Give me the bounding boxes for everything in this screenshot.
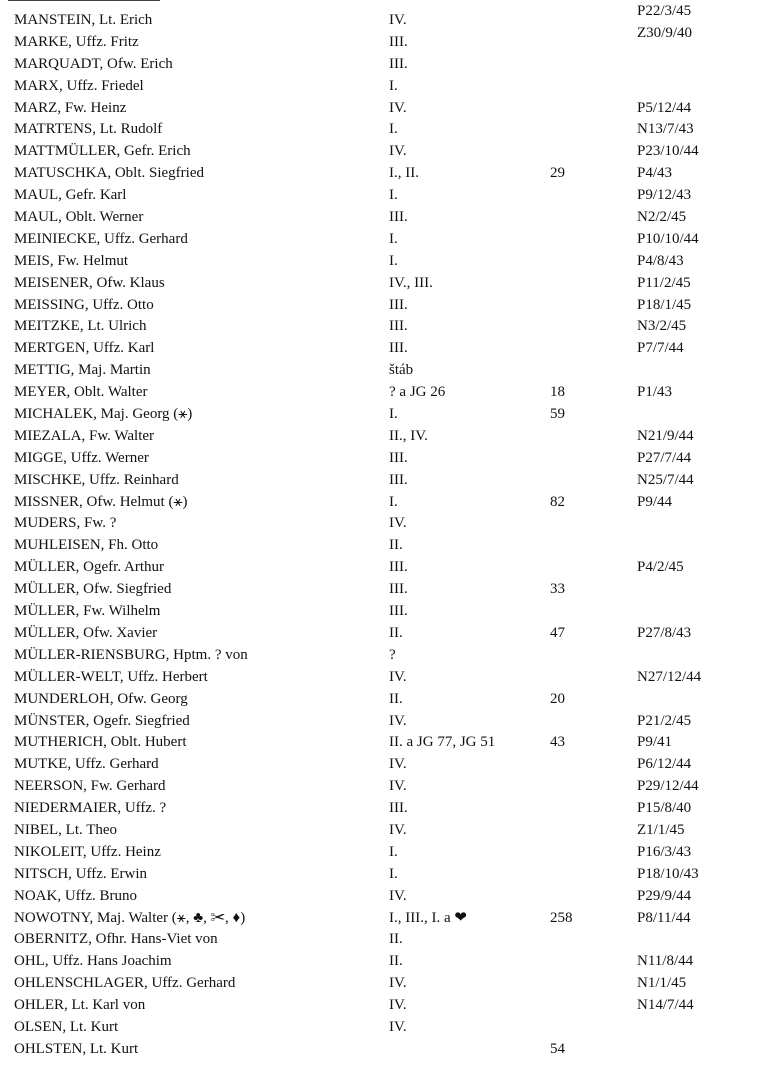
fate-date: N21/9/44 bbox=[637, 427, 694, 444]
pilot-name: MIEZALA, Fw. Walter bbox=[14, 427, 155, 444]
fate-date: P29/12/44 bbox=[637, 778, 699, 795]
pilot-name: NOWOTNY, Maj. Walter (⚹, ♣, ✂, ♦) bbox=[14, 909, 246, 926]
victory-count: 20 bbox=[550, 690, 565, 707]
pilot-name: OHLSTEN, Lt. Kurt bbox=[14, 1040, 139, 1057]
pilot-name: NOAK, Uffz. Bruno bbox=[14, 887, 138, 904]
unit-assignment: IV. bbox=[389, 756, 407, 773]
fate-date: P27/7/44 bbox=[637, 449, 692, 466]
unit-assignment: II. a JG 77, JG 51 bbox=[389, 734, 496, 751]
pilot-name: MÜNSTER, Ogefr. Siegfried bbox=[14, 712, 190, 729]
roster-row bbox=[0, 163, 761, 185]
fate-date: P27/8/43 bbox=[637, 624, 692, 641]
unit-assignment: IV. bbox=[389, 997, 407, 1014]
unit-assignment: IV., III. bbox=[389, 274, 433, 291]
roster-row bbox=[0, 295, 761, 317]
unit-assignment: IV. bbox=[389, 99, 407, 116]
fate-date: P4/43 bbox=[637, 165, 673, 182]
pilot-name: MERTGEN, Uffz. Karl bbox=[14, 340, 155, 357]
fate-date: N1/1/45 bbox=[637, 975, 687, 992]
roster-row bbox=[0, 535, 761, 557]
pilot-name: MUDERS, Fw. ? bbox=[14, 515, 117, 532]
pilot-name: MAUL, Oblt. Werner bbox=[14, 209, 144, 226]
victory-count: 47 bbox=[550, 624, 565, 641]
roster-row bbox=[0, 973, 761, 995]
unit-assignment: IV. bbox=[389, 515, 407, 532]
fate-date: P15/8/40 bbox=[637, 800, 692, 817]
unit-assignment: štáb bbox=[389, 362, 414, 379]
roster-row bbox=[0, 886, 761, 908]
victory-count: 59 bbox=[550, 406, 565, 423]
pilot-name: MÜLLER, Fw. Wilhelm bbox=[14, 603, 161, 620]
roster-row bbox=[0, 382, 761, 404]
unit-assignment: II. bbox=[389, 690, 403, 707]
pilot-name: MÜLLER-WELT, Uffz. Herbert bbox=[14, 668, 208, 685]
roster-row bbox=[0, 601, 761, 623]
pilot-name: MISCHKE, Uffz. Reinhard bbox=[14, 471, 179, 488]
fate-date: P4/2/45 bbox=[637, 559, 684, 576]
fate-date: P21/2/45 bbox=[637, 712, 692, 729]
unit-assignment: I. bbox=[389, 121, 398, 138]
unit-assignment: III. bbox=[389, 559, 408, 576]
roster-row bbox=[0, 98, 761, 120]
roster-row bbox=[0, 338, 761, 360]
pilot-name: MATTMÜLLER, Gefr. Erich bbox=[14, 143, 191, 160]
fate-date: P23/10/44 bbox=[637, 143, 699, 160]
pilot-name: METTIG, Maj. Martin bbox=[14, 362, 151, 379]
unit-assignment: I. bbox=[389, 493, 398, 510]
roster-row bbox=[0, 273, 761, 295]
roster-row bbox=[0, 1039, 761, 1061]
top-rule bbox=[8, 0, 160, 1]
roster-row bbox=[0, 667, 761, 689]
fate-date: N25/7/44 bbox=[637, 471, 694, 488]
roster-row bbox=[0, 776, 761, 798]
pilot-name: MARZ, Fw. Heinz bbox=[14, 99, 127, 116]
pilot-name: MUHLEISEN, Fh. Otto bbox=[14, 537, 159, 554]
pilot-name: MISSNER, Ofw. Helmut (⚹) bbox=[14, 493, 188, 510]
unit-assignment: III. bbox=[389, 603, 408, 620]
pilot-name: MUTKE, Uffz. Gerhard bbox=[14, 756, 159, 773]
fate-date: P9/41 bbox=[637, 734, 673, 751]
unit-assignment: IV. bbox=[389, 887, 407, 904]
roster-row bbox=[0, 842, 761, 864]
unit-assignment: II., IV. bbox=[389, 427, 428, 444]
roster-row bbox=[0, 579, 761, 601]
fate-date: P9/12/43 bbox=[637, 187, 692, 204]
pilot-name: MEISSING, Uffz. Otto bbox=[14, 296, 154, 313]
roster-row bbox=[0, 119, 761, 141]
victory-count: 82 bbox=[550, 493, 565, 510]
unit-assignment: IV. bbox=[389, 1018, 407, 1035]
unit-assignment: I. bbox=[389, 252, 398, 269]
roster-row bbox=[0, 908, 761, 930]
pilot-name: MARX, Uffz. Friedel bbox=[14, 77, 144, 94]
roster-row bbox=[0, 689, 761, 711]
pilot-name: MIGGE, Uffz. Werner bbox=[14, 449, 149, 466]
roster-row bbox=[0, 448, 761, 470]
fate-date: P16/3/43 bbox=[637, 843, 692, 860]
unit-assignment: ? bbox=[389, 646, 396, 663]
fate-date: P18/10/43 bbox=[637, 865, 699, 882]
unit-assignment: III. bbox=[389, 33, 408, 50]
pilot-name: OHL, Uffz. Hans Joachim bbox=[14, 953, 172, 970]
pilot-name: MEIS, Fw. Helmut bbox=[14, 252, 129, 269]
unit-assignment: IV. bbox=[389, 668, 407, 685]
unit-assignment: I. bbox=[389, 187, 398, 204]
pilot-name: MATUSCHKA, Oblt. Siegfried bbox=[14, 165, 204, 182]
pilot-name: MEINIECKE, Uffz. Gerhard bbox=[14, 230, 188, 247]
roster-row bbox=[0, 185, 761, 207]
roster-row bbox=[0, 929, 761, 951]
fate-date: P6/12/44 bbox=[637, 756, 692, 773]
roster-row bbox=[0, 24, 761, 54]
unit-assignment: I., II. bbox=[389, 165, 419, 182]
fate-date: P9/44 bbox=[637, 493, 673, 510]
roster-row bbox=[0, 54, 761, 76]
roster-row bbox=[0, 360, 761, 382]
pilot-name: OLSEN, Lt. Kurt bbox=[14, 1018, 119, 1035]
fate-date: Z1/1/45 bbox=[637, 821, 685, 838]
unit-assignment: II. bbox=[389, 953, 403, 970]
victory-count: 29 bbox=[550, 165, 565, 182]
pilot-name: MANSTEIN, Lt. Erich bbox=[14, 12, 153, 28]
fate-date: P7/7/44 bbox=[637, 340, 684, 357]
roster-row bbox=[0, 951, 761, 973]
victory-count: 33 bbox=[550, 581, 565, 598]
unit-assignment: III. bbox=[389, 800, 408, 817]
roster-row bbox=[0, 995, 761, 1017]
pilot-name: OBERNITZ, Ofhr. Hans-Viet von bbox=[14, 931, 218, 948]
pilot-name: NIEDERMAIER, Uffz. ? bbox=[14, 800, 167, 817]
unit-assignment: III. bbox=[389, 581, 408, 598]
unit-assignment: III. bbox=[389, 340, 408, 357]
pilot-name: MEITZKE, Lt. Ulrich bbox=[14, 318, 147, 335]
unit-assignment: I. bbox=[389, 843, 398, 860]
roster-row bbox=[0, 864, 761, 886]
fate-date: P29/9/44 bbox=[637, 887, 692, 904]
unit-assignment: III. bbox=[389, 209, 408, 226]
pilot-name: OHLER, Lt. Karl von bbox=[14, 997, 146, 1014]
unit-assignment: III. bbox=[389, 449, 408, 466]
pilot-name: MEYER, Oblt. Walter bbox=[14, 384, 148, 401]
victory-count: 43 bbox=[550, 734, 565, 751]
unit-assignment: III. bbox=[389, 318, 408, 335]
pilot-name: MARKE, Uffz. Fritz bbox=[14, 33, 139, 50]
pilot-name: MÜLLER-RIENSBURG, Hptm. ? von bbox=[14, 646, 248, 663]
fate-date: P4/8/43 bbox=[637, 252, 684, 269]
unit-assignment: III. bbox=[389, 471, 408, 488]
roster-row bbox=[0, 711, 761, 733]
pilot-name: MATRTENS, Lt. Rudolf bbox=[14, 121, 163, 138]
victory-count: 54 bbox=[550, 1040, 565, 1057]
pilot-name: NIKOLEIT, Uffz. Heinz bbox=[14, 843, 161, 860]
roster-row bbox=[0, 557, 761, 579]
fate-date: N11/8/44 bbox=[637, 953, 694, 970]
fate-date: P5/12/44 bbox=[637, 99, 692, 116]
unit-assignment: I. bbox=[389, 77, 398, 94]
pilot-name: MARQUADT, Ofw. Erich bbox=[14, 55, 173, 72]
unit-assignment: III. bbox=[389, 296, 408, 313]
roster-row bbox=[0, 492, 761, 514]
pilot-name: MAUL, Gefr. Karl bbox=[14, 187, 127, 204]
unit-assignment: IV. bbox=[389, 12, 407, 28]
unit-assignment: III. bbox=[389, 55, 408, 72]
fate-date: N3/2/45 bbox=[637, 318, 687, 335]
unit-assignment: I. bbox=[389, 406, 398, 423]
pilot-roster bbox=[0, 3, 761, 1061]
pilot-name: MUTHERICH, Oblt. Hubert bbox=[14, 734, 187, 751]
pilot-name: MÜLLER, Ogefr. Arthur bbox=[14, 559, 164, 576]
roster-row bbox=[0, 754, 761, 776]
fate-date: Z30/9/40 bbox=[637, 24, 692, 41]
fate-date: N27/12/44 bbox=[637, 668, 702, 685]
unit-assignment: IV. bbox=[389, 143, 407, 160]
roster-row bbox=[0, 623, 761, 645]
pilot-name: MICHALEK, Maj. Georg (⚹) bbox=[14, 406, 193, 423]
roster-row bbox=[0, 820, 761, 842]
fate-date: P11/2/45 bbox=[637, 274, 691, 291]
unit-assignment: IV. bbox=[389, 712, 407, 729]
roster-row bbox=[0, 470, 761, 492]
unit-assignment: I. bbox=[389, 230, 398, 247]
roster-row bbox=[0, 798, 761, 820]
victory-count: 258 bbox=[550, 909, 573, 926]
unit-assignment: II. bbox=[389, 537, 403, 554]
fate-date: P8/11/44 bbox=[637, 909, 691, 926]
roster-row bbox=[0, 141, 761, 163]
fate-date: P22/3/45 bbox=[637, 3, 692, 19]
unit-assignment: IV. bbox=[389, 821, 407, 838]
fate-date: P10/10/44 bbox=[637, 230, 699, 247]
roster-row bbox=[0, 404, 761, 426]
pilot-name: MÜLLER, Ofw. Xavier bbox=[14, 624, 158, 641]
pilot-name: MUNDERLOH, Ofw. Georg bbox=[14, 690, 188, 707]
unit-assignment: II. bbox=[389, 931, 403, 948]
fate-date: N2/2/45 bbox=[637, 209, 687, 226]
pilot-name: NEERSON, Fw. Gerhard bbox=[14, 778, 166, 795]
roster-row bbox=[0, 76, 761, 98]
pilot-name: NITSCH, Uffz. Erwin bbox=[14, 865, 148, 882]
pilot-name: MEISENER, Ofw. Klaus bbox=[14, 274, 165, 291]
roster-row bbox=[0, 1017, 761, 1039]
roster-row bbox=[0, 316, 761, 338]
roster-row bbox=[0, 732, 761, 754]
pilot-name: MÜLLER, Ofw. Siegfried bbox=[14, 581, 172, 598]
unit-assignment: IV. bbox=[389, 975, 407, 992]
roster-row bbox=[0, 513, 761, 535]
fate-date: P18/1/45 bbox=[637, 296, 692, 313]
roster-row bbox=[0, 207, 761, 229]
pilot-name: OHLENSCHLAGER, Uffz. Gerhard bbox=[14, 975, 236, 992]
unit-assignment: I. bbox=[389, 865, 398, 882]
unit-assignment: I., III., I. a ❤ bbox=[389, 909, 467, 926]
fate-date: P1/43 bbox=[637, 384, 673, 401]
roster-row bbox=[0, 251, 761, 273]
pilot-name: NIBEL, Lt. Theo bbox=[14, 821, 118, 838]
fate-date: N14/7/44 bbox=[637, 997, 694, 1014]
unit-assignment: IV. bbox=[389, 778, 407, 795]
roster-row bbox=[0, 645, 761, 667]
roster-row bbox=[0, 426, 761, 448]
fate-date: N13/7/43 bbox=[637, 121, 694, 138]
roster-row bbox=[0, 229, 761, 251]
unit-assignment: II. bbox=[389, 624, 403, 641]
unit-assignment: ? a JG 26 bbox=[389, 384, 446, 401]
victory-count: 18 bbox=[550, 384, 565, 401]
